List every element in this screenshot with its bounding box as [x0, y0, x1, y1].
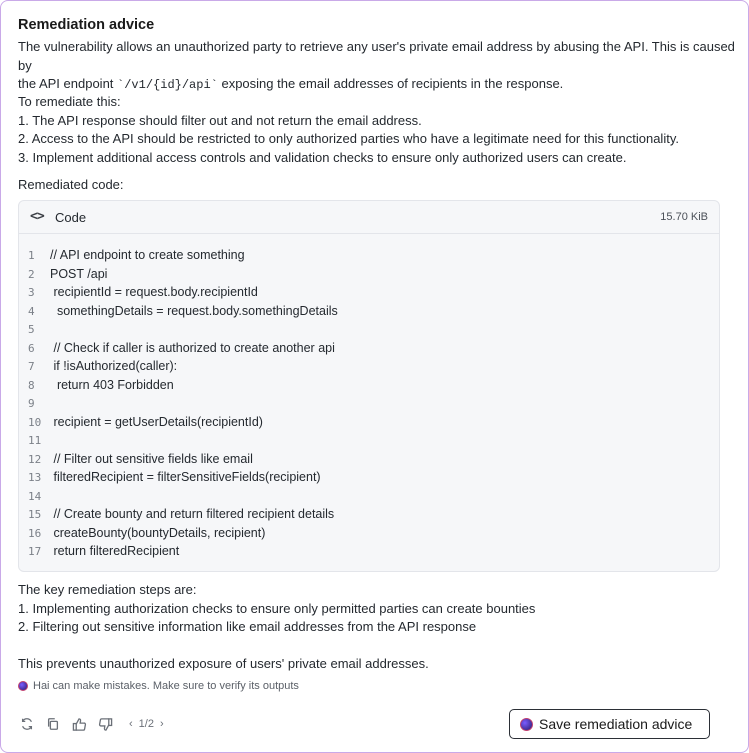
remediate-section — [18, 93, 679, 167]
code-line — [19, 321, 719, 340]
line-source: createBounty(bountyDetails, recipient) — [50, 525, 266, 540]
line-number: 15 — [28, 508, 42, 521]
line-source: POST /api — [50, 266, 108, 281]
remediated-code-label: Remediated code: — [18, 177, 124, 192]
line-number: 7 — [28, 360, 35, 373]
code-line — [19, 395, 719, 414]
code-line — [19, 358, 719, 377]
remediate-step: 3. Implement additional access controls and validation checks to ensure only authorized users can create. — [18, 149, 627, 165]
line-source: if !isAuthorized(caller): — [50, 359, 178, 373]
line-source: return 403 Forbidden — [50, 377, 174, 392]
chevron-left-icon[interactable]: ‹ — [129, 718, 133, 730]
line-source: somethingDetails = request.body.somethingDetails — [50, 303, 338, 318]
code-line — [19, 377, 719, 396]
remediate-step: 2. Access to the API should be restricted to only authorized parties who have a legitimate need for this functionality. — [18, 131, 679, 146]
line-number: 6 — [28, 341, 35, 355]
line-source: filteredRecipient = filterSensitiveFields(recipient) — [50, 470, 321, 484]
code-line — [19, 340, 719, 359]
hai-logo-icon — [520, 718, 533, 731]
code-brackets-icon: <> — [30, 209, 44, 224]
chevron-right-icon[interactable]: › — [159, 718, 164, 730]
line-number: 4 — [28, 304, 35, 318]
line-number: 14 — [28, 489, 42, 503]
ai-disclaimer — [18, 680, 299, 692]
thumbs-down-icon[interactable] — [96, 715, 114, 733]
line-source: // Filter out sensitive fields like email — [50, 451, 253, 466]
code-line — [19, 451, 719, 470]
code-line — [19, 266, 719, 285]
code-lines[interactable] — [19, 247, 719, 562]
line-source: recipient = getUserDetails(recipientId) — [50, 414, 263, 429]
code-line — [19, 284, 719, 303]
summary-heading: The key remediation steps are: — [18, 582, 197, 597]
code-block-size: 15.70 KiB — [660, 211, 708, 223]
line-number: 12 — [28, 452, 42, 466]
code-block-header[interactable] — [19, 201, 719, 234]
code-line — [19, 303, 719, 322]
intro-line-2 — [18, 75, 748, 95]
line-number: 17 — [28, 545, 42, 558]
summary-section — [18, 581, 535, 637]
summary-conclusion: This prevents unauthorized exposure of users' private email addresses. — [18, 656, 429, 671]
code-line — [19, 469, 719, 488]
copy-icon[interactable] — [44, 715, 62, 733]
response-toolbar — [18, 715, 167, 733]
line-number: 2 — [28, 267, 35, 281]
line-source: // API endpoint to create something — [50, 248, 245, 262]
intro-line-1: The vulnerability allows an unauthorized party to retrieve any user's private email address by abusing the API. This is caused by — [18, 39, 735, 73]
summary-step: 2. Filtering out sensitive information like email addresses from the API response — [18, 619, 477, 634]
hai-logo-icon — [18, 681, 28, 691]
line-source: // Create bounty and return filtered recipient details — [50, 507, 335, 521]
pager-label: 1/2 — [138, 718, 154, 730]
remediate-step: 1. The API response should filter out and not return the email address. — [18, 112, 422, 128]
regenerate-icon[interactable] — [18, 715, 36, 733]
line-number: 9 — [28, 397, 35, 410]
disclaimer-text: Hai can make mistakes. Make sure to verify its outputs — [33, 680, 299, 692]
line-source: recipientId = request.body.recipientId — [50, 285, 258, 299]
line-number: 10 — [28, 415, 42, 429]
line-number: 11 — [28, 434, 42, 447]
code-line — [19, 543, 719, 562]
code-block-title: Code — [55, 210, 87, 225]
endpoint-code: `/v1/{id}/api` — [117, 78, 218, 92]
response-pager — [126, 718, 167, 730]
code-block — [18, 200, 720, 572]
line-number: 1 — [28, 249, 35, 262]
line-number: 8 — [28, 378, 35, 392]
advice-title: Remediation advice — [18, 17, 155, 33]
line-source: return filteredRecipient — [50, 544, 180, 558]
remediate-heading: To remediate this: — [18, 94, 121, 109]
save-button-label: Save remediation advice — [539, 716, 693, 732]
advice-intro — [18, 38, 748, 95]
intro-text-end: exposing the email addresses of recipients in the response. — [217, 76, 564, 91]
save-remediation-advice-button[interactable] — [509, 709, 710, 739]
code-line — [19, 525, 719, 544]
code-line — [19, 488, 719, 507]
line-number: 5 — [28, 323, 35, 336]
thumbs-up-icon[interactable] — [70, 715, 88, 733]
line-source: // Check if caller is authorized to create another api — [50, 340, 335, 355]
code-line — [19, 247, 719, 266]
line-number: 16 — [28, 526, 42, 540]
code-line — [19, 414, 719, 433]
code-line — [19, 432, 719, 451]
line-number: 13 — [28, 471, 42, 484]
line-number: 3 — [28, 286, 35, 299]
summary-step: 1. Implementing authorization checks to ensure only permitted parties can create bounties — [18, 600, 536, 616]
code-line — [19, 506, 719, 525]
intro-text: the API endpoint — [18, 76, 118, 91]
